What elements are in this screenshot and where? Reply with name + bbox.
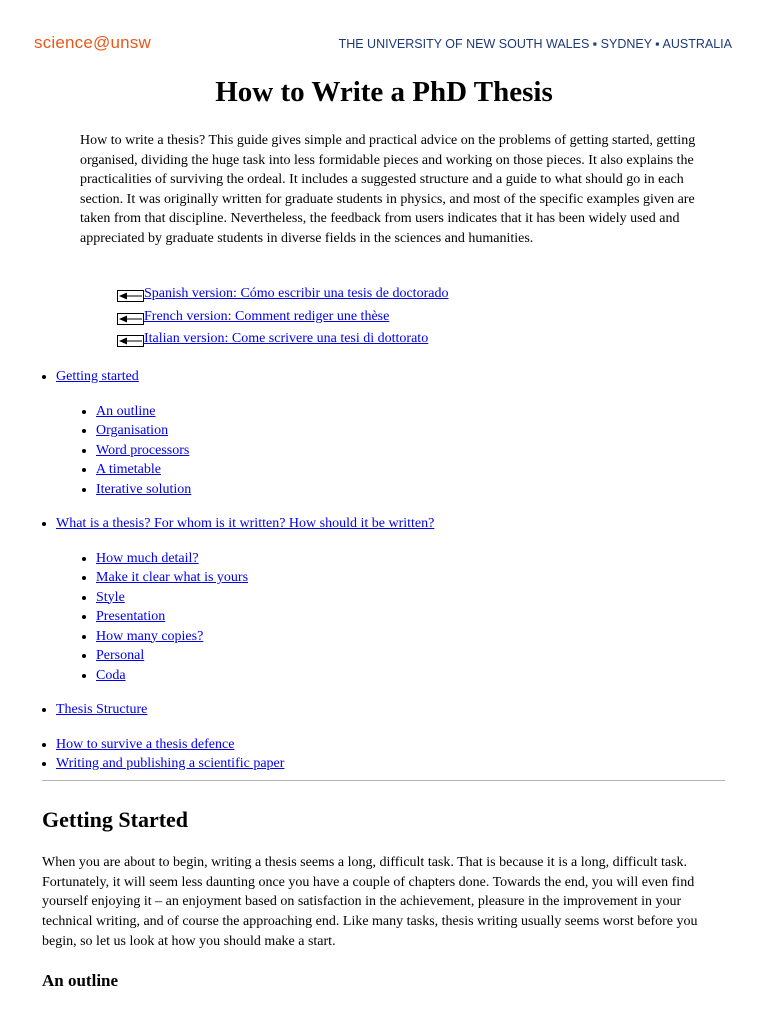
toc-style-link[interactable]: Style bbox=[96, 589, 125, 605]
intro-paragraph: How to write a thesis? This guide gives simple and practical advice on the problems of getting started, getting organised, dividing the huge task into less formidable pieces and working on those pieces. It also explains the practicalities of surviving the ordeal. It includes a suggested structure and a guide to what should go in each section. It was originally written for graduate students in physics, and most of the specific examples given are taken from that discipline. Nevertheless, the feedback from users indicates that it has been widely used and appreciated by graduate students in diverse fields in the sciences and humanities. bbox=[80, 133, 696, 246]
toc-organisation-link[interactable]: Organisation bbox=[96, 423, 169, 438]
spanish-version-link[interactable]: Spanish version: Cómo escribir una tesis de doctorado bbox=[144, 286, 449, 301]
toc-presentation-link[interactable]: Presentation bbox=[96, 609, 166, 624]
toc-make-it-clear-link[interactable]: Make it clear what is yours bbox=[96, 570, 249, 585]
left-arrow-icon bbox=[117, 335, 144, 347]
table-of-contents bbox=[40, 367, 730, 774]
toc-thesis-structure-link[interactable]: Thesis Structure bbox=[56, 702, 148, 717]
toc-getting-started-link[interactable]: Getting started bbox=[56, 369, 139, 384]
toc-item bbox=[56, 735, 730, 755]
toc-survive-defence-link[interactable]: How to survive a thesis defence bbox=[56, 736, 235, 752]
toc-subitem bbox=[96, 666, 730, 686]
toc-subitem bbox=[96, 460, 730, 480]
toc-what-is-thesis-link[interactable]: What is a thesis? For whom is it written? How should it be written? bbox=[56, 516, 435, 531]
french-version-link[interactable]: French version: Comment rediger une thèse bbox=[144, 308, 390, 324]
toc-coda-link[interactable]: Coda bbox=[96, 667, 126, 683]
toc-how-much-detail-link[interactable]: How much detail? bbox=[96, 550, 199, 566]
translation-item bbox=[117, 307, 448, 330]
toc-subitem bbox=[96, 607, 730, 627]
toc-outline-link[interactable]: An outline bbox=[96, 403, 156, 419]
subsection-heading: An outline bbox=[42, 971, 119, 990]
translation-item bbox=[117, 329, 448, 352]
toc-personal-link[interactable]: Personal bbox=[96, 648, 145, 663]
toc-subitem bbox=[96, 646, 730, 666]
toc-writing-paper-link[interactable]: Writing and publishing a scientific paper bbox=[56, 756, 285, 771]
toc-how-many-copies-link[interactable]: How many copies? bbox=[96, 628, 204, 644]
section-body: When you are about to begin, writing a thesis seems a long, difficult task. That is because it is a long, difficult task. Fortunately, it will seem less daunting once you have a couple of chapters done. Towards the end, you will even find yourself enjoying it – an enjoyment based on satisfaction in the achievement, pleasure in the improvement in your technical writing, and of course the approaching end. Like many tasks, thesis writing usually seems worst before you begin, so let us look at how you should make a start. bbox=[42, 855, 698, 949]
italian-version-link[interactable]: Italian version: Come scrivere una tesi di dottorato bbox=[144, 331, 429, 346]
toc-item bbox=[56, 700, 730, 720]
toc-subitem bbox=[96, 480, 730, 500]
toc-item bbox=[56, 514, 730, 685]
site-logo[interactable]: science@unsw bbox=[34, 33, 151, 52]
toc-subitem bbox=[96, 627, 730, 647]
toc-timetable-link[interactable]: A timetable bbox=[96, 462, 161, 477]
left-arrow-icon bbox=[117, 313, 144, 325]
toc-subitem bbox=[96, 549, 730, 569]
page-title: How to Write a PhD Thesis bbox=[215, 76, 553, 108]
site-header bbox=[0, 0, 768, 70]
toc-word-processors-link[interactable]: Word processors bbox=[96, 442, 190, 458]
university-tagline: THE UNIVERSITY OF NEW SOUTH WALES ▪ SYDNEY ▪ AUSTRALIA bbox=[338, 37, 732, 51]
toc-item bbox=[56, 367, 730, 499]
toc-item bbox=[56, 754, 730, 774]
toc-subitem bbox=[96, 568, 730, 588]
section-divider bbox=[42, 780, 725, 781]
left-arrow-icon bbox=[117, 290, 144, 302]
toc-subitem bbox=[96, 402, 730, 422]
toc-subitem bbox=[96, 588, 730, 608]
section-heading: Getting Started bbox=[42, 807, 189, 832]
toc-subitem bbox=[96, 441, 730, 461]
translation-list bbox=[117, 284, 448, 352]
toc-iterative-solution-link[interactable]: Iterative solution bbox=[96, 481, 192, 497]
toc-subitem bbox=[96, 421, 730, 441]
translation-item bbox=[117, 284, 448, 307]
